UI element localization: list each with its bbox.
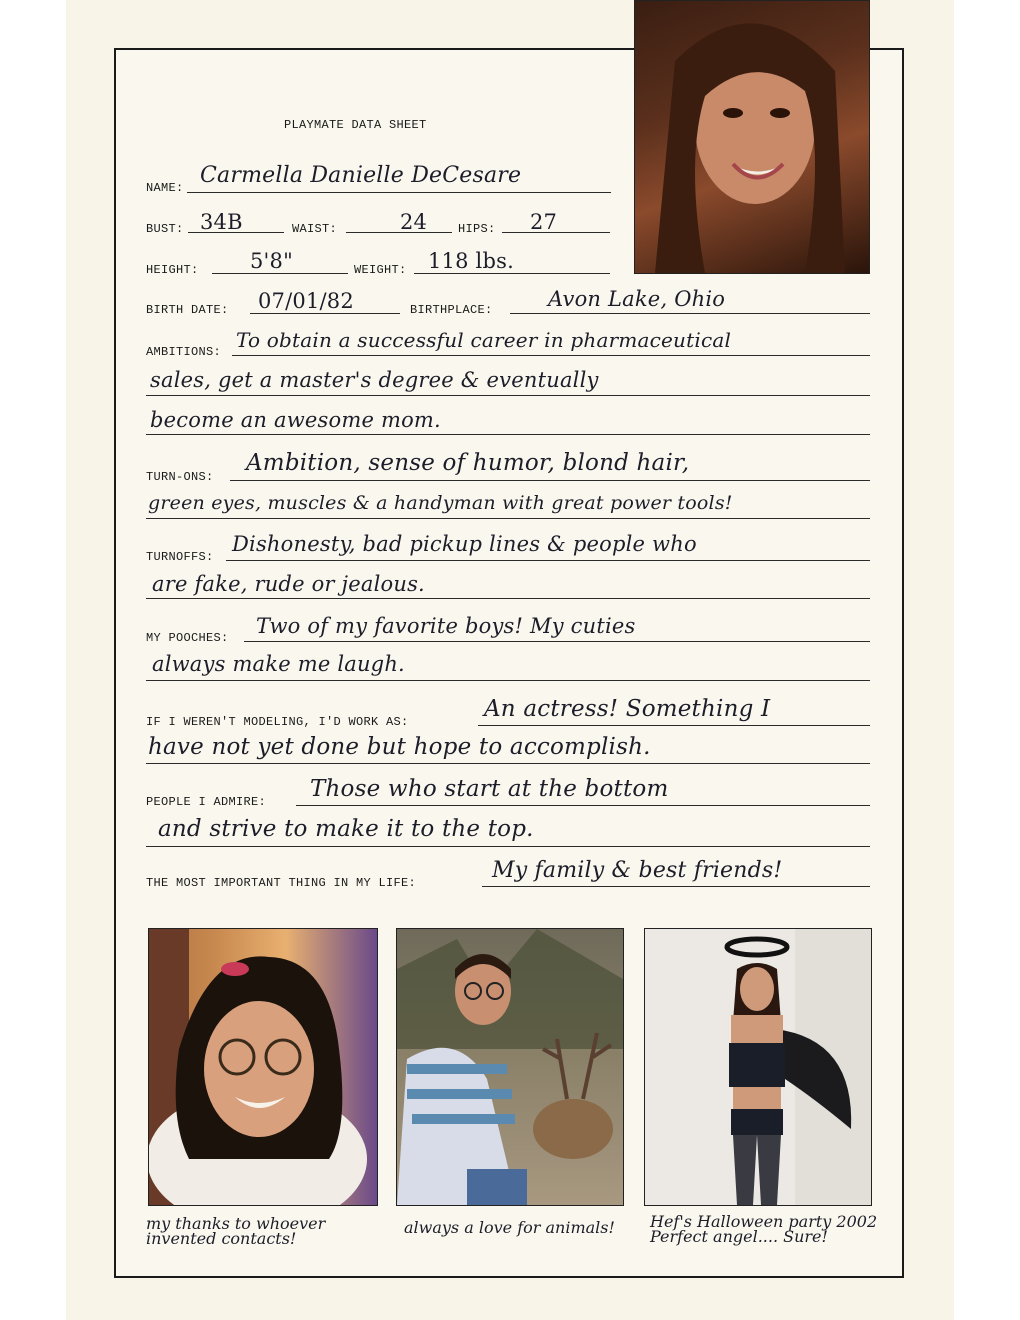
admire-value-1: Those who start at the bottom <box>310 776 669 802</box>
name-label: NAME: <box>146 181 184 195</box>
ambitions-value-3: become an awesome mom. <box>150 408 441 432</box>
halloween-illustration <box>645 929 871 1205</box>
turn-ons-line-1 <box>230 480 870 481</box>
birthplace-line <box>510 313 870 314</box>
portrait-illustration <box>635 1 869 273</box>
waist-line <box>346 232 452 233</box>
ambitions-value-1: To obtain a successful career in pharmaceutical <box>236 328 732 352</box>
childhood-photo-deer <box>396 928 624 1206</box>
turn-ons-line-2 <box>146 518 870 519</box>
admire-line-2 <box>146 846 870 847</box>
pooches-value-1: Two of my favorite boys! My cuties <box>256 614 636 638</box>
admire-label: PEOPLE I ADMIRE: <box>146 795 267 809</box>
admire-line-1 <box>296 805 870 806</box>
turnoffs-value-1: Dishonesty, bad pickup lines & people who <box>232 532 697 556</box>
weight-label: WEIGHT: <box>354 263 407 277</box>
childhood-illustration-2 <box>397 929 623 1205</box>
pooches-line-2 <box>146 680 870 681</box>
birthplace-label: BIRTHPLACE: <box>410 303 493 317</box>
birth-date-label: BIRTH DATE: <box>146 303 229 317</box>
name-value: Carmella Danielle DeCesare <box>200 163 522 188</box>
work-line-2 <box>146 763 870 764</box>
turn-ons-value-2: green eyes, muscles & a handyman with great power tools! <box>148 492 733 514</box>
height-value: 5'8" <box>250 249 293 273</box>
height-line <box>212 273 348 274</box>
pooches-label: MY POOCHES: <box>146 631 229 645</box>
turnoffs-line-1 <box>226 560 870 561</box>
weight-line <box>414 273 610 274</box>
portrait-photo <box>634 0 870 274</box>
important-line <box>482 886 870 887</box>
pooches-value-2: always make me laugh. <box>152 652 405 676</box>
ambitions-line-1 <box>232 355 870 356</box>
bust-label: BUST: <box>146 222 184 236</box>
childhood-illustration-1 <box>149 929 377 1205</box>
ambitions-label: AMBITIONS: <box>146 345 222 359</box>
birth-date-line <box>250 313 400 314</box>
work-label: IF I WEREN'T MODELING, I'D WORK AS: <box>146 715 409 729</box>
weight-value: 118 lbs. <box>428 249 514 273</box>
caption-animals: always a love for animals! <box>404 1218 615 1237</box>
caption-contacts: my thanks to whoever invented contacts! <box>146 1214 326 1248</box>
important-value: My family & best friends! <box>492 858 783 883</box>
pooches-line-1 <box>244 641 870 642</box>
bust-value: 34B <box>200 210 243 234</box>
turnoffs-line-2 <box>146 598 870 599</box>
birth-date-value: 07/01/82 <box>258 289 354 313</box>
hips-value: 27 <box>530 210 558 234</box>
admire-value-2: and strive to make it to the top. <box>158 816 534 842</box>
turnoffs-label: TURNOFFS: <box>146 550 214 564</box>
ambitions-value-2: sales, get a master's degree & eventually <box>150 368 599 392</box>
ambitions-line-2 <box>146 395 870 396</box>
form-title: PLAYMATE DATA SHEET <box>284 118 427 132</box>
work-value-2: have not yet done but hope to accomplish. <box>148 734 651 760</box>
name-line <box>187 192 611 193</box>
childhood-photo-glasses <box>148 928 378 1206</box>
caption-halloween: Hef's Halloween party 2002 Perfect angel.... Sure! <box>650 1212 878 1246</box>
hips-label: HIPS: <box>458 222 496 236</box>
work-line-1 <box>478 725 870 726</box>
work-value-1: An actress! Something I <box>484 696 771 722</box>
waist-value: 24 <box>400 210 428 234</box>
birthplace-value: Avon Lake, Ohio <box>548 287 726 311</box>
height-label: HEIGHT: <box>146 263 199 277</box>
turn-ons-value-1: Ambition, sense of humor, blond hair, <box>246 450 690 476</box>
turnoffs-value-2: are fake, rude or jealous. <box>152 572 425 596</box>
ambitions-line-3 <box>146 434 870 435</box>
turn-ons-label: TURN-ONS: <box>146 470 214 484</box>
waist-label: WAIST: <box>292 222 338 236</box>
important-label: THE MOST IMPORTANT THING IN MY LIFE: <box>146 876 417 890</box>
halloween-angel-photo <box>644 928 872 1206</box>
